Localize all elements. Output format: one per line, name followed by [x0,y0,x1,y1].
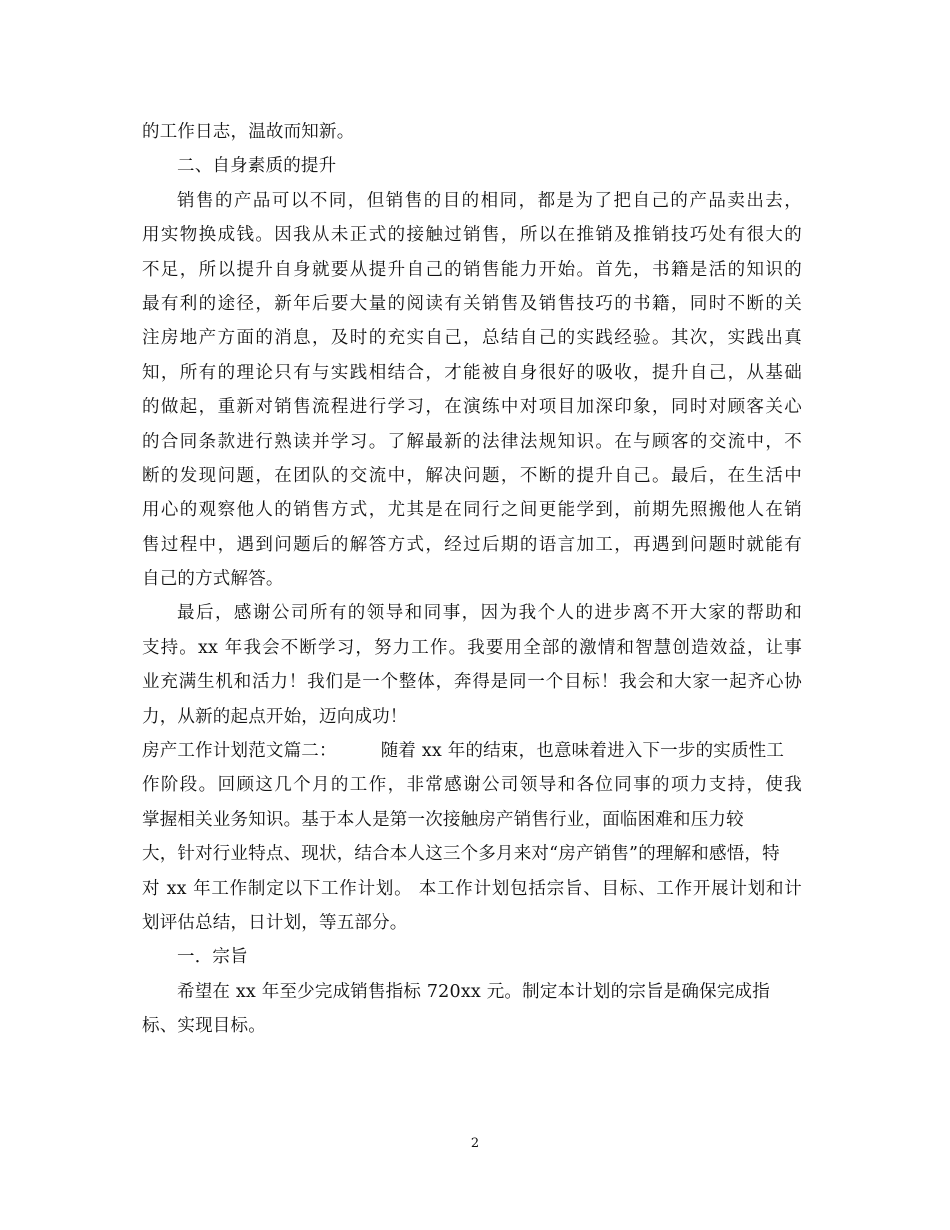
text-line: 业充满生机和活力！我们是一个整体，奔得是同一个目标！我会和大家一起齐心协 [142,672,802,693]
page-number: 2 [470,1136,480,1151]
text-line: 不足，所以提升自身就要从提升自己的销售能力开始。首先，书籍是活的知识的 [142,259,802,280]
article-title: 房产工作计划范文篇二： [142,741,337,762]
section-heading: 二、自身素质的提升 [177,156,337,177]
text-line: 大，针对行业特点、现状，结合本人这三个多月来对“房产销售”的理解和感悟，特 [142,844,780,865]
text-line: 注房地产方面的消息，及时的充实自己，总结自己的实践经验。其次，实践出真 [142,328,802,349]
page-body [142,115,802,1044]
text-line: 随着 xx 年的结束，也意味着进入下一步的实质性工 [380,741,785,762]
text-line: 的工作日志，温故而知新。 [142,122,355,142]
text-line: 售过程中，遇到问题后的解答方式，经过后期的语言加工，再遇到问题时就能有 [142,534,802,555]
text-line: 的合同条款进行熟读并学习。了解最新的法律法规知识。在与顾客的交流中，不 [142,431,802,452]
text-line: 希望在 xx 年至少完成销售指标 720xx 元。制定本计划的宗旨是确保完成指 [177,981,770,1002]
text-line: 支持。xx 年我会不断学习，努力工作。我要用全部的激情和智慧创造效益，让事 [142,637,802,658]
text-line: 最后，感谢公司所有的领导和同事，因为我个人的进步离不开大家的帮助和 [177,603,802,624]
text-line: 自己的方式解答。 [142,569,284,590]
text-line: 划评估总结，日计划，等五部分。 [142,912,408,933]
text-line: 对 xx 年工作制定以下工作计划。 本工作计划包括宗旨、目标、工作开展计划和计 [142,878,802,899]
text-line: 销售的产品可以不同，但销售的目的相同，都是为了把自己的产品卖出去， [177,190,802,211]
text-line: 力，从新的起点开始，迈向成功！ [142,706,408,727]
text-line: 作阶段。回顾这几个月的工作，非常感谢公司领导和各位同事的项力支持，使我 [142,775,802,796]
text-line: 用实物换成钱。因我从未正式的接触过销售，所以在推销及推销技巧处有很大的 [142,225,802,246]
text-line: 的做起，重新对销售流程进行学习，在演练中对项目加深印象，同时对顾客关心 [142,397,802,418]
text-line: 断的发现问题，在团队的交流中，解决问题，不断的提升自己。最后，在生活中 [142,465,802,486]
section-heading: 一．宗旨 [177,947,248,968]
text-line: 标、实现目标。 [142,1016,266,1037]
text-line: 最有利的途径，新年后要大量的阅读有关销售及销售技巧的书籍，同时不断的关 [142,293,802,314]
text-line [142,734,802,768]
text-line: 掌握相关业务知识。基于本人是第一次接触房产销售行业，面临困难和压力较 [142,809,744,830]
text-line: 用心的观察他人的销售方式，尤其是在同行之间更能学到，前期先照搬他人在销 [142,500,802,521]
text-line: 知，所有的理论只有与实践相结合，才能被自身很好的吸收，提升自己，从基础 [142,362,802,383]
